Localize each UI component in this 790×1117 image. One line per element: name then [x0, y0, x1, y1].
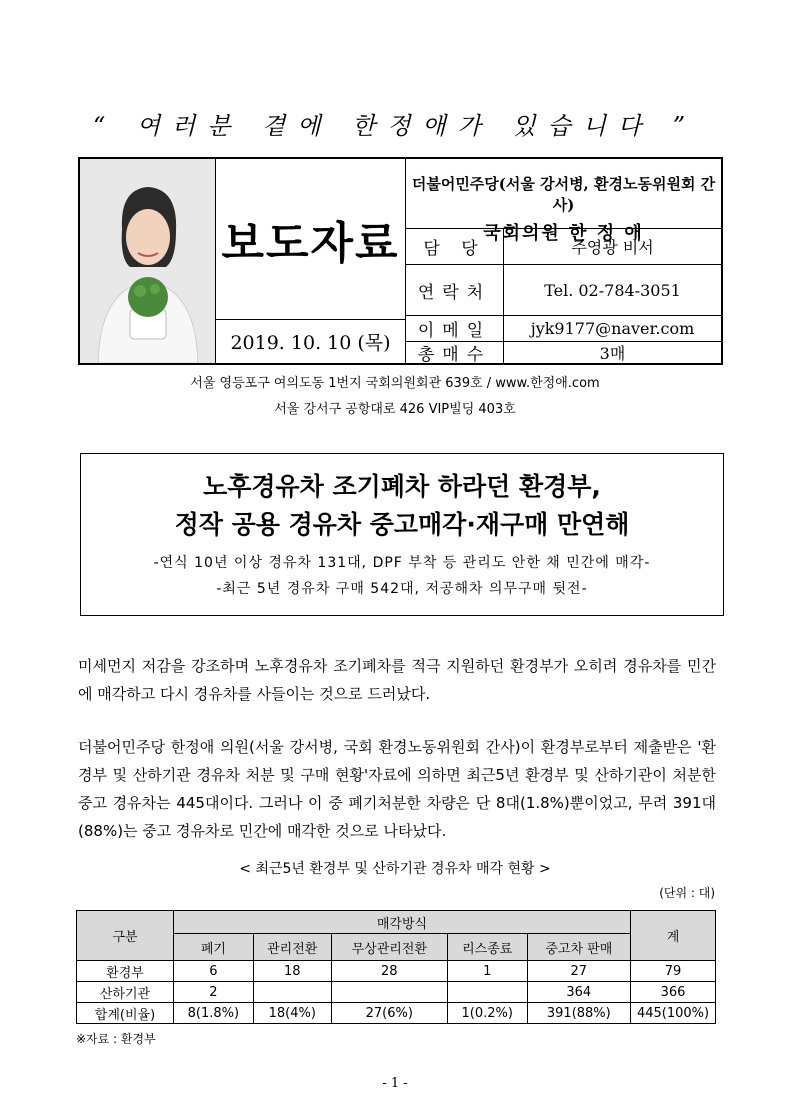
page-count-row	[406, 342, 721, 363]
table-cell: 364	[527, 982, 630, 1003]
row-label: 산하기관	[77, 982, 174, 1003]
table-title: < 최근5년 환경부 및 산하기관 경유차 매각 현황 >	[239, 861, 551, 877]
table-cell	[447, 982, 527, 1003]
table-source: ※자료 : 환경부	[76, 1032, 156, 1046]
info-value: 3매	[599, 344, 626, 363]
press-header	[78, 157, 723, 365]
row-label: 합계(비율)	[77, 1003, 174, 1024]
subheadline-1: -연식 10년 이상 경유차 131대, DPF 부착 등 관리도 안한 채 민간에 매각-	[153, 555, 651, 571]
info-value: jyk9177@naver.com	[530, 319, 695, 338]
header-group: 구분	[77, 911, 174, 961]
lawmaker-name: 국회의원 한 정 애	[483, 223, 644, 244]
headline-line-2: 정작 공용 경유차 중고매각·재구매 만연해	[174, 510, 630, 539]
organization-cell	[406, 159, 721, 244]
table-cell: 1	[447, 961, 527, 982]
release-date: 2019. 10. 10 (목)	[216, 319, 406, 363]
subheadline-2: -최근 5년 경유차 구매 542대, 저공해차 의무구매 뒷전-	[216, 581, 588, 597]
phone-row	[406, 265, 721, 316]
table-cell: 366	[631, 982, 716, 1003]
row-label: 환경부	[77, 961, 174, 982]
header-total: 계	[631, 911, 716, 961]
body-paragraph-2: 더불어민주당 한정애 의원(서울 강서병, 국회 환경노동위원회 간사)이 환경부로부터 제출받은 '환경부 및 산하기관 경유차 처분 및 구매 현황'자료에 의하면 최근5년 환경부 및 산하기관이 처분한 중고 경유차는 445대이다. 그러나 이 중 폐기처분한 차량은 단 8대(1.8%)뿐이었고, 무려 391대(88%)는 중고 경유차로 민간에 매각한 것으로 나타났다.	[78, 738, 716, 840]
table-cell: 8(1.8%)	[174, 1003, 254, 1024]
table-cell	[253, 982, 331, 1003]
info-label: 담 당	[406, 229, 504, 264]
page-number: - 1 -	[382, 1076, 408, 1091]
info-label: 연락처	[406, 265, 504, 315]
header-method-col: 관리전환	[253, 934, 331, 961]
table-row	[77, 961, 716, 982]
headline-box	[80, 453, 724, 616]
header-method: 매각방식	[174, 911, 631, 934]
press-release-title: 보도자료	[216, 159, 406, 319]
info-value: Tel. 02-784-3051	[544, 280, 681, 300]
slogan: “ 여러분 곁에 한정애가 있습니다 ”	[92, 112, 698, 140]
table-cell: 1(0.2%)	[447, 1003, 527, 1024]
table-cell: 6	[174, 961, 254, 982]
table-unit: (단위 : 대)	[659, 886, 715, 900]
email-row	[406, 316, 721, 342]
table-cell: 2	[174, 982, 254, 1003]
office-address: 서울 영등포구 여의도동 1번지 국회의원회관 639호 / www.한정애.com	[190, 376, 600, 391]
table-cell: 79	[631, 961, 716, 982]
lawmaker-photo	[80, 159, 216, 363]
info-label: 총매수	[406, 342, 504, 363]
info-value: 주영광 비서	[571, 238, 654, 257]
table-row	[77, 982, 716, 1003]
body-paragraph-1: 미세먼지 저감을 강조하며 노후경유차 조기폐차를 적극 지원하던 환경부가 오히려 경유차를 민간에 매각하고 다시 경유차를 사들이는 것으로 드러났다.	[78, 657, 716, 703]
table-cell	[331, 982, 447, 1003]
table-cell: 391(88%)	[527, 1003, 630, 1024]
header-method-col: 무상관리전환	[331, 934, 447, 961]
header-method-col: 리스종료	[447, 934, 527, 961]
table-row	[77, 1003, 716, 1024]
table-cell: 28	[331, 961, 447, 982]
headline-line-1: 노후경유차 조기폐차 하라던 환경부,	[203, 472, 601, 501]
table-cell: 445(100%)	[631, 1003, 716, 1024]
local-office-address: 서울 강서구 공항대로 426 VIP빌딩 403호	[274, 402, 516, 417]
table-cell: 27	[527, 961, 630, 982]
table-cell: 27(6%)	[331, 1003, 447, 1024]
header-method-col: 폐기	[174, 934, 254, 961]
contact-person-row	[406, 229, 721, 265]
table-cell: 18(4%)	[253, 1003, 331, 1024]
header-method-col: 중고차 판매	[527, 934, 630, 961]
info-label: 이메일	[406, 316, 504, 341]
party-affiliation: 더불어민주당(서울 강서병, 환경노동위원회 간사)	[411, 175, 716, 214]
table-cell: 18	[253, 961, 331, 982]
disposal-table	[76, 910, 716, 1024]
